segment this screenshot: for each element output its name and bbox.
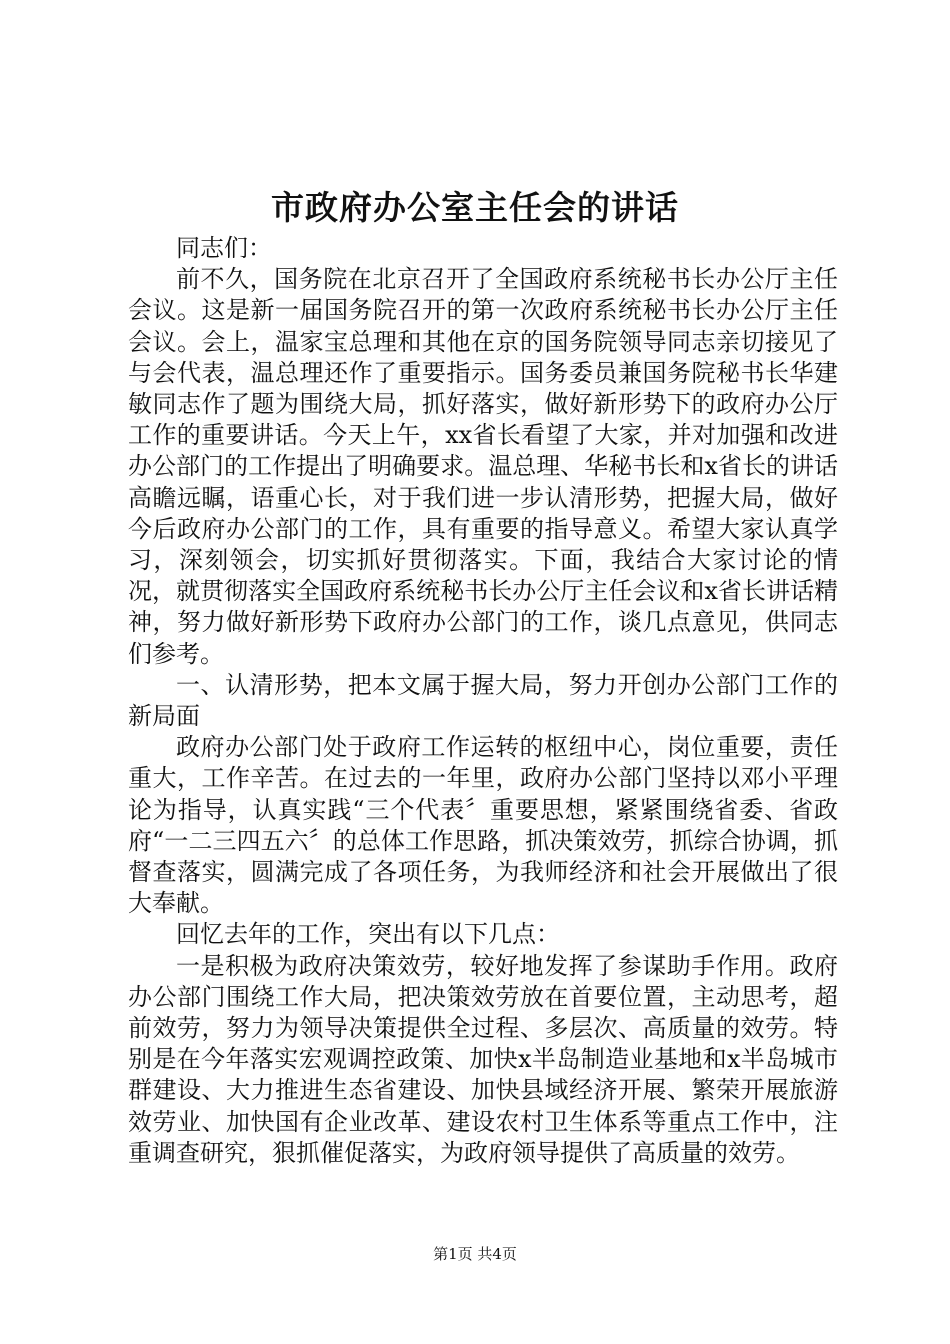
body-paragraph: 政府办公部门处于政府工作运转的枢纽中心，岗位重要，责任重大，工作辛苦。在过去的一年里，政府办公部门坚持以邓小平理论为指导，认真实践“三个代表〞重要思想，紧紧围绕省委、省政府“一二三四五六〞的总体工作思路，抓决策效劳，抓综合协调，抓督查落实，圆满完成了各项任务，为我师经济和社会开展做出了很大奉献。 — [128, 733, 838, 918]
page-number-footer: 第1页 共4页 — [433, 1245, 517, 1263]
section-heading: 一、认清形势，把本文属于握大局，努力开创办公部门工作的新局面 — [128, 670, 838, 731]
body-paragraph: 回忆去年的工作，突出有以下几点： — [176, 920, 560, 949]
intro-paragraph: 前不久，国务院在北京召开了全国政府系统秘书长办公厅主任会议。这是新一届国务院召开的第一次政府系统秘书长办公厅主任会议。会上，温家宝总理和其他在京的国务院领导同志亲切接见了与会代表，温总理还作了重要指示。国务委员兼国务院秘书长华建敏同志作了题为围绕大局，抓好落实，做好新形势下的政府办公厅工作的重要讲话。今天上午，xx省长看望了大家，并对加强和改进办公部门的工作提出了明确要求。温总理、华秘书长和x省长的讲话高瞻远瞩，语重心长，对于我们进一步认清形势，把握大局，做好今后政府办公部门的工作，具有重要的指导意义。希望大家认真学习，深刻领会，切实抓好贯彻落实。下面，我结合大家讨论的情况，就贯彻落实全国政府系统秘书长办公厅主任会议和x省长讲话精神，努力做好新形势下政府办公部门的工作，谈几点意见，供同志们参考。 — [128, 265, 838, 668]
salutation-paragraph: 同志们： — [176, 234, 272, 262]
document-title: 市政府办公室主任会的讲话 — [271, 188, 679, 227]
document-body — [128, 233, 838, 1169]
body-paragraph: 一是积极为政府决策效劳，较好地发挥了参谋助手作用。政府办公部门围绕工作大局，把决策效劳放在首要位置，主动思考，超前效劳，努力为领导决策提供全过程、多层次、高质量的效劳。特别是在今年落实宏观调控政策、加快x半岛制造业基地和x半岛城市群建设、大力推进生态省建设、加快县域经济开展、繁荣开展旅游效劳业、加快国有企业改革、建设农村卫生体系等重点工作中，注重调查研究，狠抓催促落实，为政府领导提供了高质量的效劳。 — [128, 951, 838, 1167]
